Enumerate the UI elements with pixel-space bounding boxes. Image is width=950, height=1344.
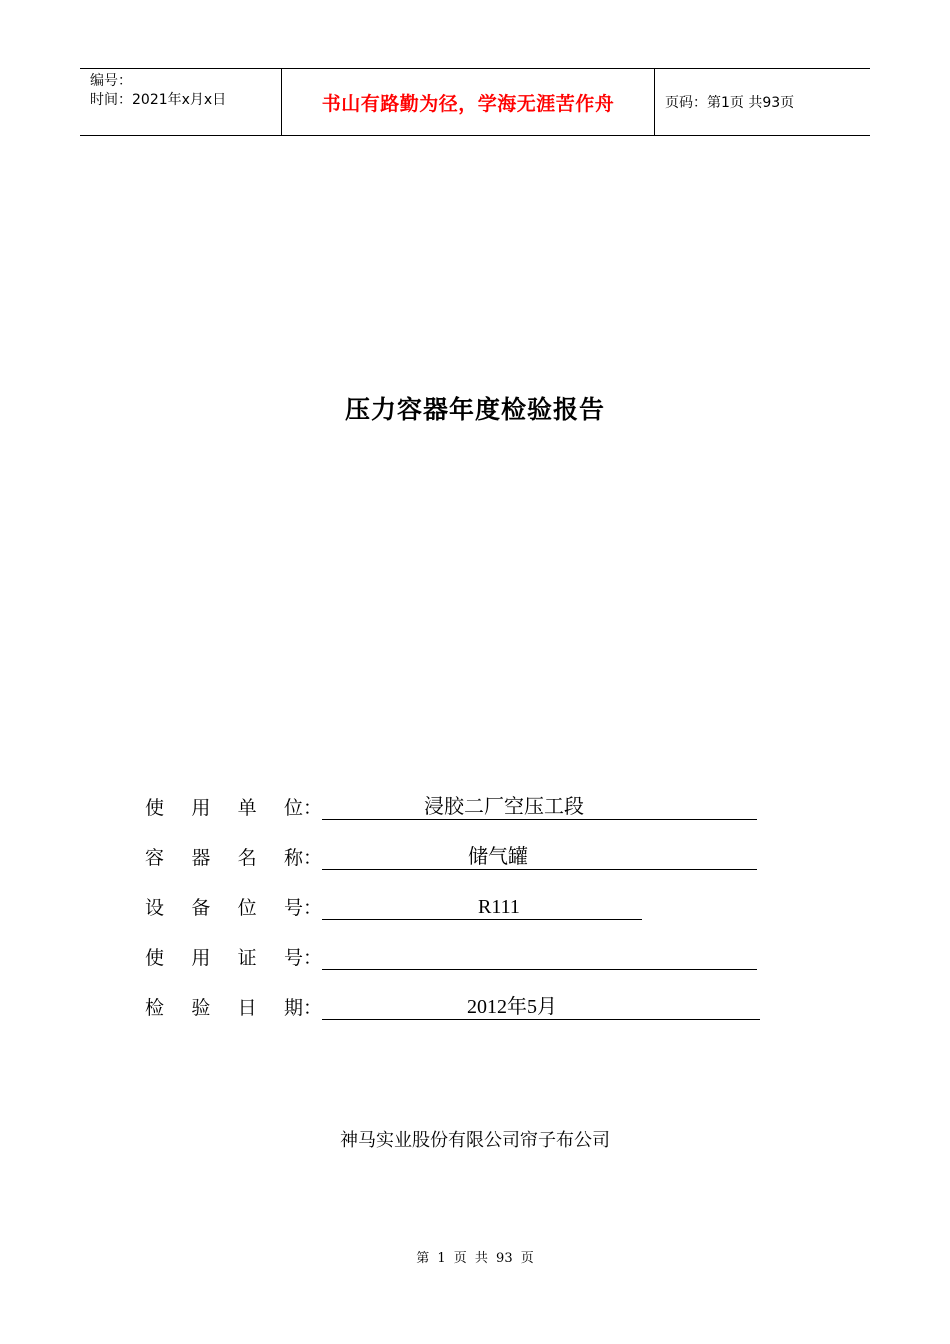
header-motto: 书山有路勤为径，学海无涯苦作舟 — [282, 69, 655, 135]
field-row-unit — [145, 790, 757, 820]
field-line — [322, 794, 757, 820]
field-row-equipment-number — [145, 890, 642, 920]
field-value: 储气罐 — [468, 846, 528, 868]
field-line — [322, 894, 642, 920]
field-value: 浸胶二厂空压工段 — [424, 796, 584, 818]
field-value: 2012年5月 — [467, 996, 557, 1018]
field-label: 使 用 证 号： — [145, 947, 322, 969]
document-time-label: 时间：2021年x月x日 — [90, 92, 227, 108]
field-line — [322, 844, 757, 870]
field-label: 检 验 日 期： — [145, 997, 322, 1019]
field-label: 设 备 位 号： — [145, 897, 322, 919]
page-footer: 第 1 页 共 93 页 — [416, 1251, 534, 1266]
field-line — [322, 944, 757, 970]
field-label: 使 用 单 位： — [145, 797, 322, 819]
field-line — [322, 994, 760, 1020]
header-page-info: 页码：第1页 共93页 — [665, 95, 795, 111]
field-row-certificate-number — [145, 940, 757, 970]
field-row-vessel-name — [145, 840, 757, 870]
document-number-label: 编号： — [90, 73, 132, 89]
company-name: 神马实业股份有限公司帘子布公司 — [340, 1130, 610, 1151]
field-value: R111 — [478, 896, 520, 918]
field-row-inspection-date — [145, 990, 760, 1020]
header-meta — [80, 69, 282, 135]
field-label: 容 器 名 称： — [145, 847, 322, 869]
page-header — [80, 68, 870, 136]
report-title: 压力容器年度检验报告 — [344, 395, 605, 424]
